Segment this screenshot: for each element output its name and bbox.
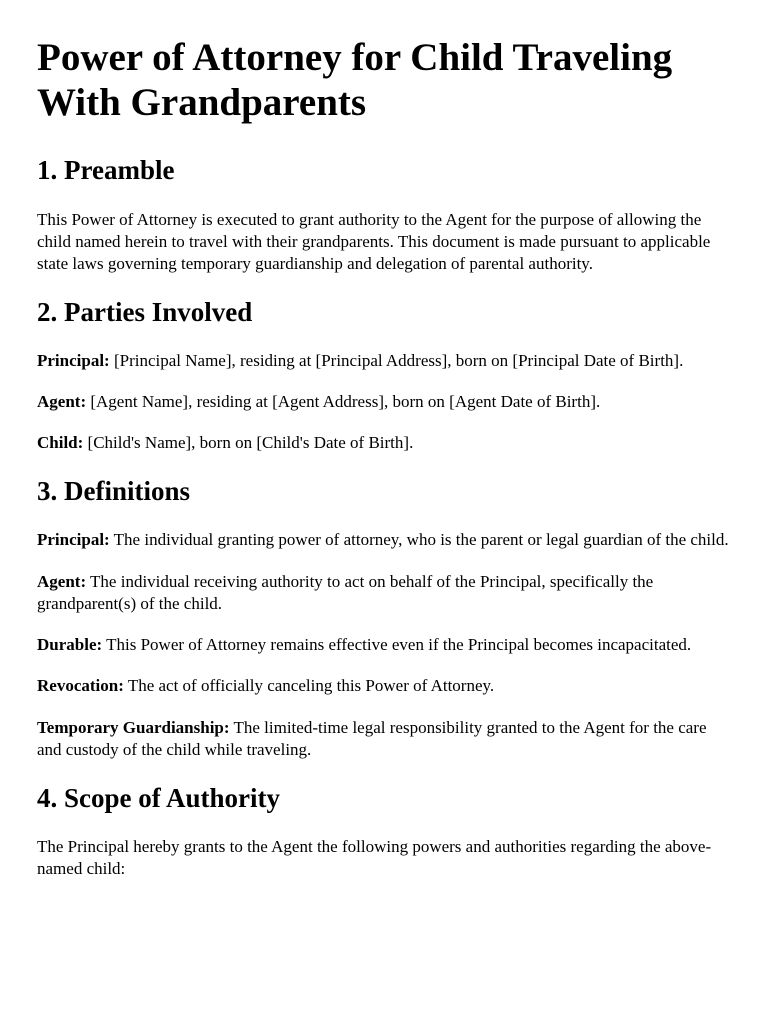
definition-term: Principal: [37,530,110,549]
definition-text: The act of officially canceling this Power of Attorney. [123,676,495,695]
party-principal-text: [Principal Name], residing at [Principal Address], born on [Principal Date of Birth]. [109,351,684,370]
definition-term: Durable: [37,635,103,654]
party-child-text: [Child's Name], born on [Child's Date of Birth]. [83,433,414,452]
definition-agent [37,571,734,615]
party-agent-text: [Agent Name], residing at [Agent Address], born on [Agent Date of Birth]. [86,392,601,411]
section-scope [37,782,734,880]
preamble-paragraph: This Power of Attorney is executed to grant authority to the Agent for the purpose of allowing the child named herein to travel with their grandparents. This document is made pursuant to applicable state laws governing temporary guardianship and delegation of parental authority. [37,210,711,273]
definition-term: Agent: [37,572,87,591]
definition-durable [37,634,734,656]
definition-principal [37,529,734,551]
party-principal [37,350,734,372]
definition-text: The individual granting power of attorney, who is the parent or legal guardian of the child. [109,530,729,549]
definition-text: The individual receiving authority to act on behalf of the Principal, specifically the grandparent(s) of the child. [37,572,654,613]
party-child [37,432,734,454]
definition-term: Temporary Guardianship: [37,718,230,737]
section-heading-scope: 4. Scope of Authority [37,783,280,813]
definition-text: The limited-time legal responsibility granted to the Agent for the care and custody of the child while traveling. [37,718,707,759]
section-heading-definitions: 3. Definitions [37,476,191,506]
document-title: Power of Attorney for Child Traveling With Grandparents [37,36,673,124]
scope-paragraph: The Principal hereby grants to the Agent the following powers and authorities regarding the above-named child: [37,837,712,878]
section-definitions [37,475,734,761]
definition-text: This Power of Attorney remains effective even if the Principal becomes incapacitated. [102,635,692,654]
party-agent [37,391,734,413]
party-child-label: Child: [37,433,84,452]
party-agent-label: Agent: [37,392,87,411]
party-principal-label: Principal: [37,351,110,370]
section-parties [37,296,734,454]
definition-temporary-guardianship [37,717,734,761]
section-preamble [37,154,734,275]
section-heading-preamble: 1. Preamble [37,155,175,185]
definition-revocation [37,675,734,697]
section-heading-parties: 2. Parties Involved [37,297,253,327]
definition-term: Revocation: [37,676,124,695]
